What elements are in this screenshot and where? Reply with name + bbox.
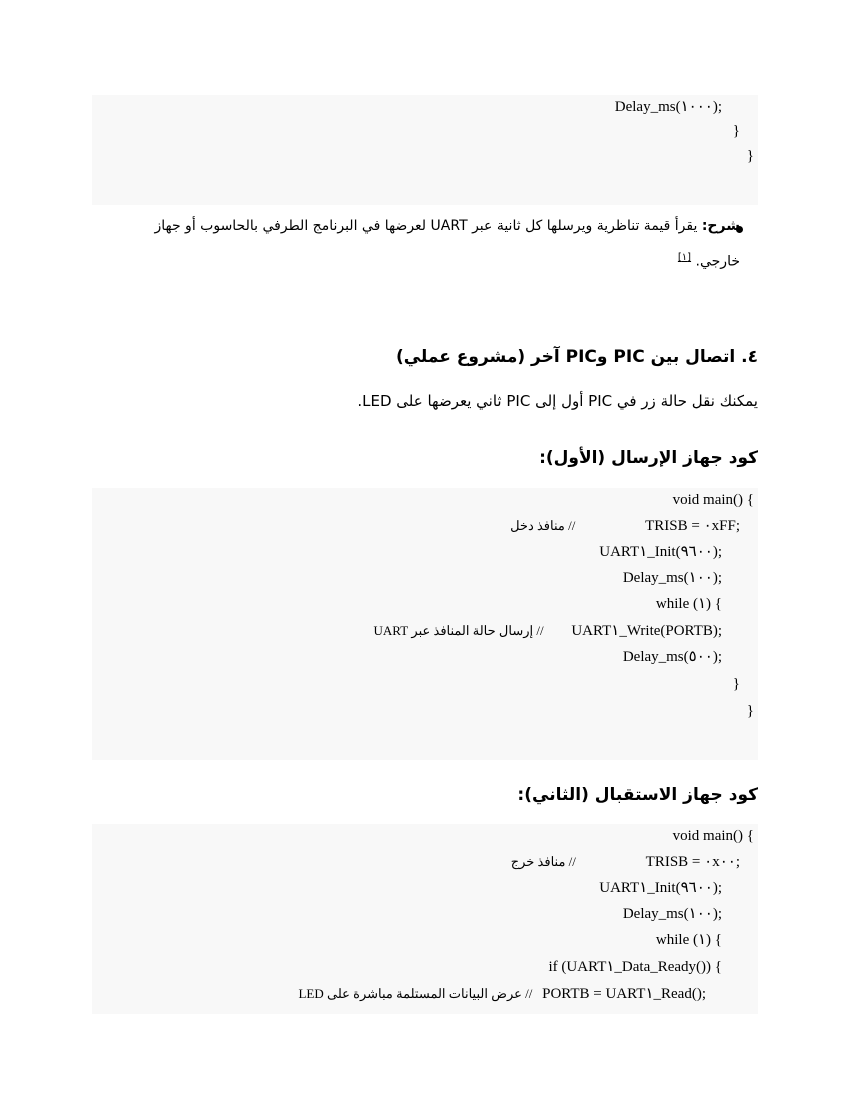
code-line: } — [746, 148, 754, 164]
explanation-paragraph — [120, 210, 740, 278]
receiver-heading: كود جهاز الاستقبال (الثاني): — [517, 785, 758, 805]
code-block-sender — [92, 488, 758, 760]
code-line: Delay_ms(٥٠٠); — [622, 649, 722, 665]
code-line: if (UART١_Data_Ready()) { — [548, 959, 722, 975]
code-line: Delay_ms(١٠٠); — [622, 906, 722, 922]
code-comment: // منافذ دخل — [510, 518, 576, 533]
code-block-adc — [92, 95, 758, 205]
code-comment: // إرسال حالة المنافذ عبر UART — [373, 623, 544, 638]
code-line: Delay_ms(١٠٠); — [622, 570, 722, 586]
code-line: UART١_Init(٩٦٠٠); — [599, 544, 722, 560]
code-line: TRISB = ٠x٠٠; // منافذ خرج — [510, 854, 740, 870]
code-line: while (١) { — [655, 596, 722, 612]
code-line: UART١_Write(PORTB); // إرسال حالة المنافذ عبر UART — [373, 623, 722, 639]
code-line: UART١_Init(٩٦٠٠); — [599, 880, 722, 896]
code-comment: // عرض البيانات المستلمة مباشرة على LED — [298, 986, 533, 1001]
section-intro: يمكنك نقل حالة زر في PIC أول إلى PIC ثاني يعرضها على LED. — [357, 392, 758, 410]
code-comment: // منافذ خرج — [510, 854, 576, 869]
code-line: Delay_ms(١٠٠٠); — [614, 99, 722, 115]
section-title: ٤. اتصال بين PIC وPIC آخر (مشروع عملي) — [395, 347, 758, 367]
code-line: } — [732, 123, 740, 139]
code-line: while (١) { — [655, 932, 722, 948]
sender-heading: كود جهاز الإرسال (الأول): — [539, 448, 758, 468]
code-line: void main() { — [672, 828, 754, 844]
explanation-label: شرح: — [701, 218, 740, 234]
reference-link[interactable]: [١] — [677, 252, 692, 263]
explanation-text: يقرأ قيمة تناظرية ويرسلها كل ثانية عبر UART لعرضها في البرنامج الطرفي بالحاسوب أو جهاز خارجي. — [154, 218, 740, 270]
code-line: } — [746, 703, 754, 719]
code-line: TRISB = ٠xFF; // منافذ دخل — [510, 518, 740, 534]
code-line: } — [732, 676, 740, 692]
code-block-receiver — [92, 824, 758, 1014]
code-line: void main() { — [672, 492, 754, 508]
code-line: PORTB = UART١_Read(); // عرض البيانات المستلمة مباشرة على LED — [298, 986, 706, 1002]
